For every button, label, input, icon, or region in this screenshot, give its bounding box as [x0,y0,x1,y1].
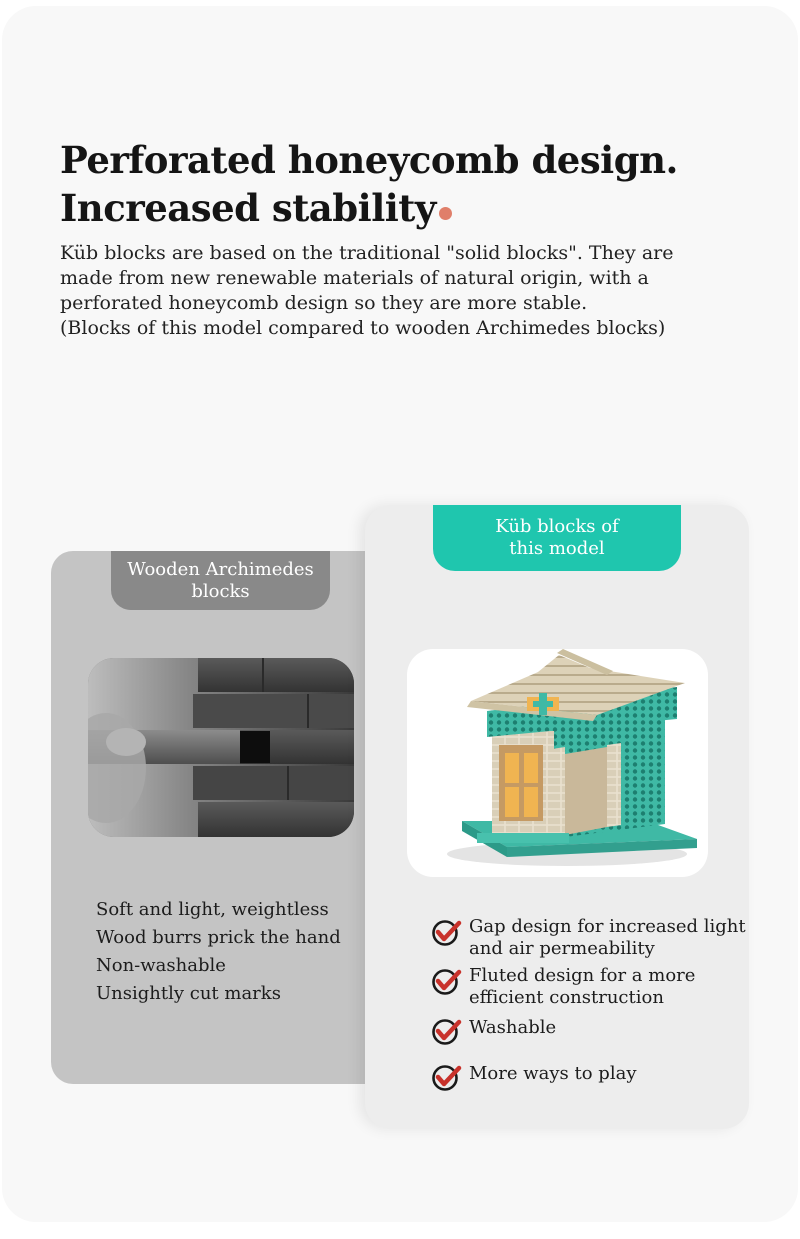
intro-line: made from new renewable materials of natural origin, with a [60,267,649,289]
list-item [432,1015,752,1045]
intro-paragraph [60,241,750,341]
wooden-blocks-photo [88,658,354,837]
wooden-blocks-label [111,551,330,610]
list-item [432,1061,752,1091]
intro-line: (Blocks of this model compared to wooden Archimedes blocks) [60,317,666,339]
feature-text [469,965,695,1009]
check-circle-icon [432,967,462,997]
list-item [432,916,752,962]
title-line-2: Increased stability [60,186,436,230]
kub-label-line-2: this model [509,538,605,559]
check-circle-icon [432,1063,462,1093]
feature-line-1: Fluted design for a more [469,965,696,986]
wooden-features-list [96,896,341,1008]
intro-line: perforated honeycomb design so they are more stable. [60,292,588,314]
feature-line-2: and air permeability [469,938,655,959]
check-circle-icon [432,918,462,948]
wooden-label-line-1: Wooden Archimedes [127,559,314,580]
kub-house-photo [407,649,708,877]
accent-dot [439,207,452,220]
list-item [432,965,752,1011]
list-item: Non-washable [96,955,226,976]
list-item: Soft and light, weightless [96,899,329,920]
block-house-illustration [407,649,708,877]
list-item: Wood burrs prick the hand [96,927,341,948]
intro-line: Küb blocks are based on the traditional "solid blocks". They are [60,242,674,264]
feature-text: Washable [469,1017,557,1038]
kub-label-line-1: Küb blocks of [495,516,619,537]
check-circle-icon [432,1017,462,1047]
feature-line-1: Gap design for increased light [469,916,746,937]
wooden-label-line-2: blocks [191,581,250,602]
kub-blocks-label [433,505,681,571]
page-title [60,136,760,232]
feature-text: More ways to play [469,1063,637,1084]
wooden-tower-illustration [88,658,354,837]
feature-text [469,916,746,960]
list-item: Unsightly cut marks [96,983,281,1004]
title-line-1: Perforated honeycomb design. [60,138,678,182]
feature-line-2: efficient construction [469,987,664,1008]
